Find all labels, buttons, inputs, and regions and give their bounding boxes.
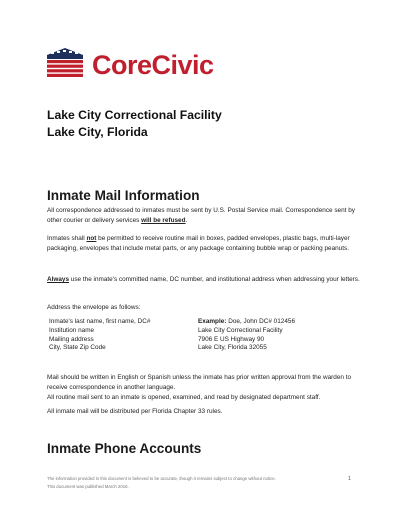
text-run: .: [185, 217, 188, 225]
text-run: be permitted to receive routine mail in boxes, padded envelopes, plastic bags, multi-layer packaging, envelopes that include metal parts, or any package containing bubble wrap or packing peanuts.: [47, 235, 350, 253]
paragraph-packaging: [47, 234, 361, 254]
footer-disclaimer: [47, 475, 347, 490]
facility-heading: [47, 107, 222, 141]
page-number: 1: [348, 476, 352, 482]
address-example-block: [198, 318, 295, 353]
paragraph-address-intro: Address the envelope as follows:: [47, 304, 141, 311]
address-example-line: Lake City, Florida 32055: [198, 344, 267, 352]
address-format-line: Institution name: [49, 326, 95, 334]
paragraph-language: Mail should be written in English or Spanish unless the inmate has prior written approval from the warden to receive correspondence in another language.: [47, 374, 352, 392]
address-format-line: Mailing address: [49, 335, 94, 343]
section-title-phone: Inmate Phone Accounts: [47, 441, 202, 456]
address-example-line: 7906 E US Highway 90: [198, 335, 265, 343]
example-label: Example:: [198, 318, 227, 325]
paragraph-inspection: All routine mail sent to an inmate is opened, examined, and read by designated department staff.: [47, 394, 321, 401]
footer-line: This document was published March 2016.: [47, 483, 129, 489]
facility-location: Lake City, Florida: [47, 125, 148, 139]
section-title-mail: Inmate Mail Information: [47, 188, 200, 203]
address-example-line: Lake City Correctional Facility: [198, 326, 283, 334]
logo-mark-icon: [47, 46, 89, 80]
emphasis-not: not: [86, 235, 97, 242]
footer-line: The information provided in this document is believed to be accurate, though it remains subject to change without notice.: [47, 476, 276, 481]
paragraph-distribution: All inmate mail will be distributed per Florida Chapter 33 rules.: [47, 408, 223, 415]
text-run: Inmates shall: [47, 235, 87, 242]
logo-text: CoreCivic: [92, 50, 214, 80]
facility-name: Lake City Correctional Facility: [47, 108, 222, 122]
corecivic-logo: [47, 46, 227, 82]
address-format-block: [49, 318, 150, 353]
example-name: Doe, John DC# 012456: [228, 318, 295, 325]
address-example-line: [198, 318, 295, 327]
paragraph-addressing: [47, 275, 361, 285]
emphasis-always: Always: [47, 276, 70, 283]
address-format-line: Inmate's last name, first name, DC#: [49, 318, 151, 325]
emphasis-refused: will be refused: [141, 217, 186, 225]
paragraph-courier: [47, 206, 361, 226]
text-run: All correspondence addressed to inmates must be sent by U.S. Postal Service mail. Correspondence sent by other courier or delivery services: [47, 207, 355, 225]
text-run: use the inmate's committed name, DC number, and institutional address when addressing your letters.: [69, 276, 360, 283]
address-format-line: City, State Zip Code: [49, 344, 106, 352]
